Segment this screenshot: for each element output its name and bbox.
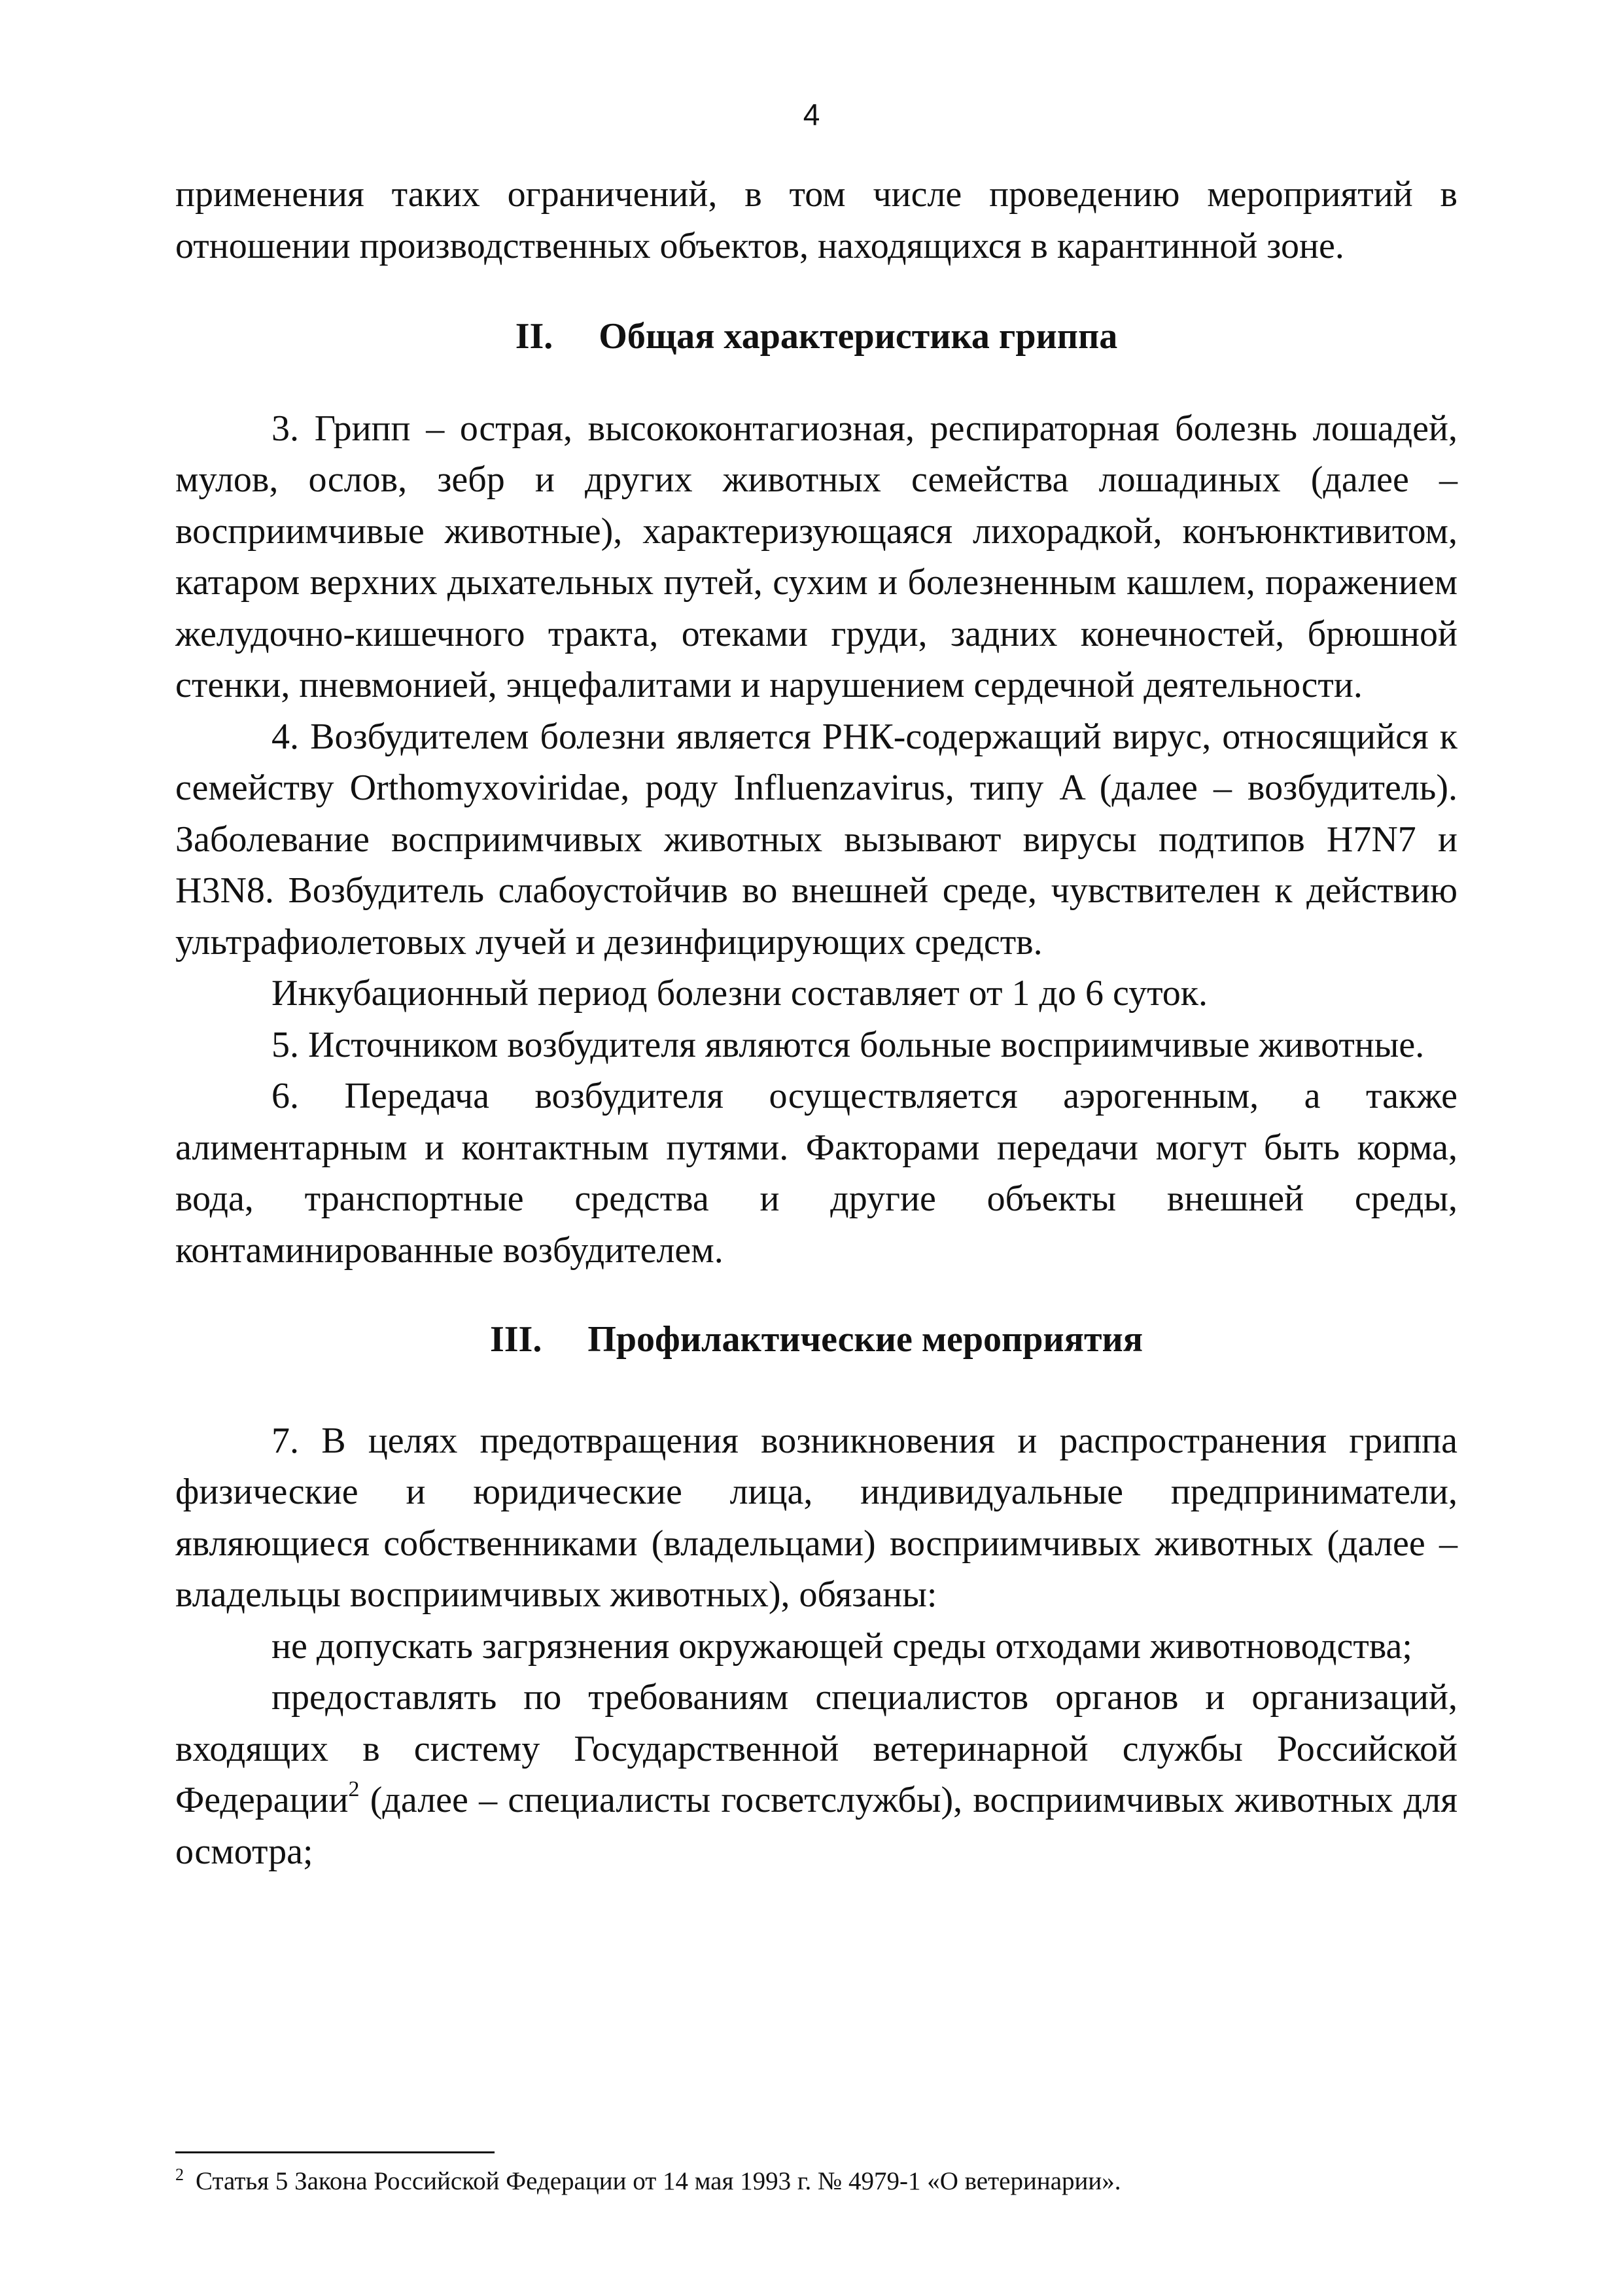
section-number: III. [489,1319,542,1360]
section-title: Общая характеристика гриппа [599,316,1118,357]
section-heading-3 [175,1314,1457,1366]
paragraph-4: 4. Возбудителем болезни является РНК-содержащий вирус, относящийся к семейству Orthomyxoviridae, роду Influenzavirus, типу A (далее – возбудитель). Заболевание восприимчивых животных вызывают вирусы подтипов H7N7 и H3N8. Возбудитель слабоустойчив во внешней среде, чувствителен к действию ультрафиолетовых лучей и дезинфицирующих средств. [175,716,1457,963]
page-number: 4 [803,97,820,132]
footnote-divider [175,2151,495,2153]
paragraph-5: 5. Источником возбудителя являются больные восприимчивые животные. [271,1024,1425,1065]
section-number: II. [515,316,553,357]
section-heading-2 [175,311,1457,362]
document-body [175,169,1457,1877]
paragraph-7-item-2 [175,1672,1457,1877]
section-title: Профилактические мероприятия [587,1319,1143,1360]
paragraph-7-item-1: не допускать загрязнения окружающей среды отходами животноводства; [271,1625,1412,1667]
paragraph-intro: применения таких ограничений, в том числе проведению мероприятий в отношении производственных объектов, находящихся в карантинной зоне. [175,174,1457,266]
paragraph-incubation: Инкубационный период болезни составляет от 1 до 6 суток. [271,973,1208,1014]
footnote [175,2157,1457,2200]
paragraph-7: 7. В целях предотвращения возникновения и распространения гриппа физические и юридические лица, индивидуальные предприниматели, являющиеся собственниками (владельцами) восприимчивых животных (далее – владельцы восприимчивых животных), обязаны: [175,1420,1457,1615]
footnote-reference[interactable]: 2 [348,1777,360,1801]
paragraph-3: 3. Грипп – острая, высококонтагиозная, респираторная болезнь лошадей, мулов, ослов, зебр и других животных семейства лошадиных (далее – восприимчивые животные), характеризующаяся лихорадкой, конъюнктивитом, катаром верхних дыхательных путей, сухим и болезненным кашлем, поражением желудочно-кишечного тракта, отеками груди, задних конечностей, брюшной стенки, пневмонией, энцефалитами и нарушением сердечной деятельности. [175,408,1457,705]
paragraph-text: предоставлять по требованиям специалистов органов и организаций, входящих в систему Государственной ветеринарной службы Российской Федерации [175,1677,1457,1820]
footnote-text: Статья 5 Закона Российской Федерации от 14 мая 1993 г. № 4979-1 «О ветеринарии». [196,2167,1121,2195]
footnote-mark: 2 [175,2165,184,2184]
paragraph-text: (далее – специалисты госветслужбы), восприимчивых животных для осмотра; [175,1780,1457,1872]
paragraph-6: 6. Передача возбудителя осуществляется аэрогенным, а также алиментарным и контактным путями. Факторами передачи могут быть корма, вода, транспортные средства и другие объекты внешней среды, контаминированные возбудителем. [175,1076,1457,1271]
